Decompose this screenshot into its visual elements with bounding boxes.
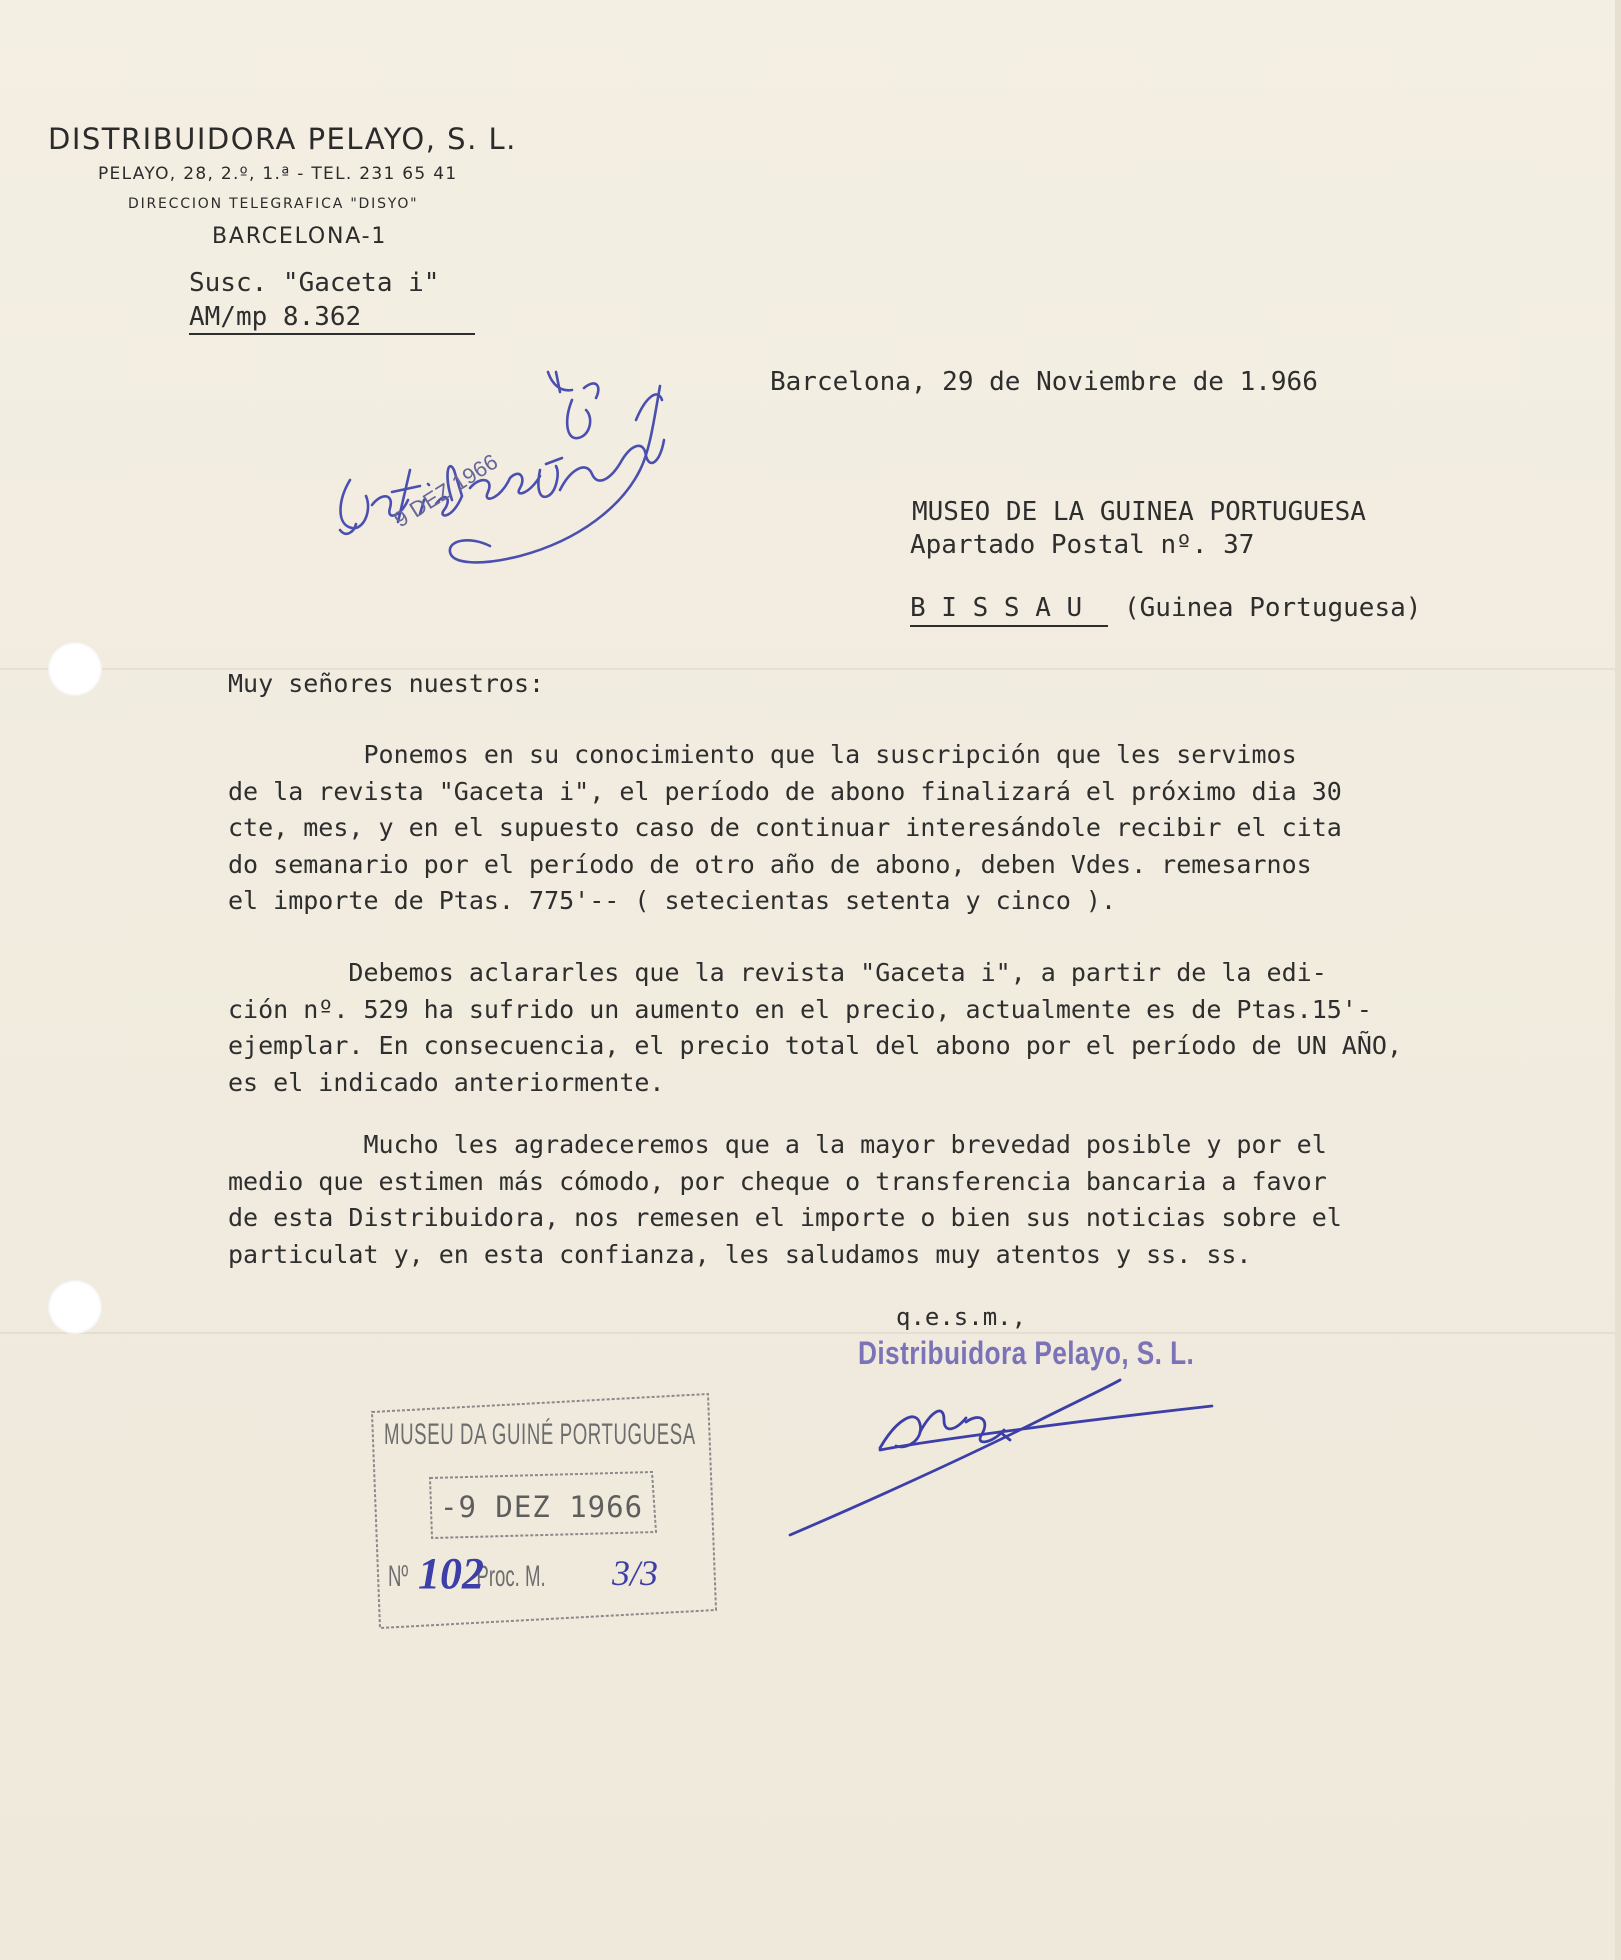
body-paragraph-2: Debemos aclararles que la revista "Gaceta i", a partir de la edi- ción nº. 529 ha sufrido un aumento en el precio, actualmente es de Ptas.15'- ejemplar. En consecuencia, el precio total del abono por el período de UN AÑO, es el indicado anteriormente. <box>228 958 1402 1097</box>
received-number: 102 <box>418 1549 484 1598</box>
recipient-country: (Guinea Portuguesa) <box>1124 593 1422 623</box>
company-signature-stamp: Distribuidora Pelayo, S. L. <box>858 1335 1195 1371</box>
company-signature <box>790 1380 1212 1535</box>
reference-code: AM/mp 8.362 <box>189 302 362 332</box>
received-stamp-title: MUSEU DA GUINÉ PORTUGUESA <box>384 1418 696 1451</box>
subscription-ref: Susc. "Gaceta i" <box>189 268 440 298</box>
received-proc-number: 3/3 <box>612 1553 659 1593</box>
number-label: Nº <box>388 1560 409 1593</box>
company-address: PELAYO, 28, 2.º, 1.ª - TEL. 231 65 41 <box>98 164 458 184</box>
recipient-city: B I S S A U <box>910 593 1083 623</box>
proc-label: Proc. M. <box>476 1560 546 1593</box>
handwritten-note <box>340 372 598 534</box>
body-paragraph-3: Mucho les agradeceremos que a la mayor brevedad posible y por el medio que estimen más cómodo, por cheque o transferencia bancaria a favor de esta Distribuidora, nos remesen el importe o bien sus noticias sobre el particulat y, en esta confianza, les saludamos muy atentos y ss. ss. <box>228 1130 1342 1269</box>
salutation: Muy señores nuestros: <box>228 669 545 698</box>
body-paragraph-1: Ponemos en su conocimiento que la suscripción que les servimos de la revista "Gaceta i", el período de abono finalizará el próximo dia 30 cte, mes, y en el supuesto caso de continuar interesándole recibir el cita do semanario por el período de otro año de abono, deben Vdes. remesarnos el importe de Ptas. 775'-- ( setecientas setenta y cinco ). <box>228 740 1342 915</box>
telegraph-address: DIRECCION TELEGRAFICA "DISYO" <box>128 196 419 212</box>
company-city: BARCELONA-1 <box>212 224 388 249</box>
note-date-stamp: 9 DEZ 1966 <box>389 448 503 533</box>
recipient-name: MUSEO DE LA GUINEA PORTUGUESA <box>912 497 1366 527</box>
received-stamp-date: -9 DEZ 1966 <box>440 1490 644 1524</box>
company-name: DISTRIBUIDORA PELAYO, S. L. <box>48 122 517 156</box>
closing: q.e.s.m., <box>896 1303 1027 1331</box>
date-line: Barcelona, 29 de Noviembre de 1.966 <box>770 367 1318 397</box>
recipient-po-box: Apartado Postal nº. 37 <box>910 530 1255 560</box>
